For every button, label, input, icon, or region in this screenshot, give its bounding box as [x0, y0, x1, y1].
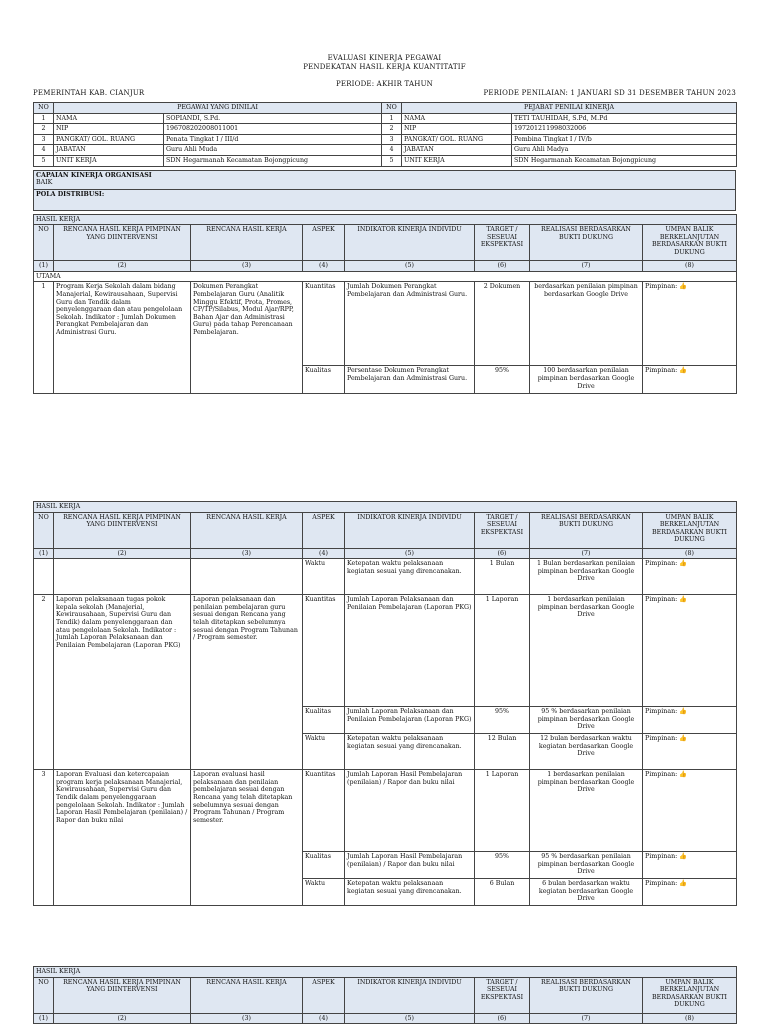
realisasi-cell: 100 berdasarkan penilaian pimpinan berdasarkan Google Drive	[530, 366, 643, 394]
col-number: (2)	[54, 261, 191, 272]
info-no: 5	[34, 155, 54, 166]
col-header-no: NO	[34, 225, 54, 261]
hasil-kerja-table-2	[33, 501, 737, 906]
col-number: (3)	[191, 1013, 303, 1024]
col-number: (4)	[303, 548, 345, 559]
indikator-cell: Ketepatan waktu pelaksanaan kegiatan sesuai yang direncanakan.	[345, 879, 475, 906]
info-label: NAMA	[54, 113, 164, 124]
row-no: 2	[34, 595, 54, 770]
section-hasil-kerja: HASIL KERJA	[34, 214, 737, 225]
rhk-pimpinan-cell: Laporan pelaksanaan tugas pokok kepala sekolah (Manajerial, Kewirausahaan, Supervisi Guru dan Tendik) dalam penyelenggaraan dan atau pengelolaan Sekolah. Indikator : Jumlah Laporan Pelaksanaan dan Penilaian Pembelajaran (Laporan PKG)	[54, 595, 191, 770]
info-label: PANGKAT/ GOL. RUANG	[402, 134, 512, 145]
umpan-balik-cell: Pimpinan: 👍	[643, 707, 737, 734]
col-header-umpan-balik: UMPAN BALIK BERKELANJUTAN BERDASARKAN BUKTI DUKUNG	[643, 225, 737, 261]
realisasi-cell: 95 % berdasarkan penilaian pimpinan berdasarkan Google Drive	[530, 707, 643, 734]
col-number: (1)	[34, 1013, 54, 1024]
info-row	[34, 145, 737, 156]
col-header-rhk-pimpinan: RENCANA HASIL KERJA PIMPINAN YANG DIINTERVENSI	[54, 977, 191, 1013]
aspek-cell: Kualitas	[303, 366, 345, 394]
info-col-no-right: NO	[382, 103, 402, 114]
target-cell: 95%	[475, 366, 530, 394]
indikator-cell: Jumlah Dokumen Perangkat Pembelajaran dan Administrasi Guru.	[345, 282, 475, 366]
col-number: (7)	[530, 1013, 643, 1024]
indikator-cell: Jumlah Laporan Pelaksanaan dan Penilaian Pembelajaran (Laporan PKG)	[345, 595, 475, 707]
col-number: (5)	[345, 1013, 475, 1024]
col-header-rhk-pimpinan: RENCANA HASIL KERJA PIMPINAN YANG DIINTERVENSI	[54, 225, 191, 261]
rhk-pimpinan-cell: Program Kerja Sekolah dalam bidang Manajerial, Kewirausahaan, Supervisi Guru dan Tendik dalam penyelenggaraan dan atau pengelolaan Sekolah. Indikator : Jumlah Dokumen Perangkat Pembelajaran dan Administrasi Guru.	[54, 282, 191, 394]
aspek-cell: Waktu	[303, 734, 345, 770]
info-label: UNIT KERJA	[54, 155, 164, 166]
aspek-cell: Kuantitas	[303, 282, 345, 366]
info-pegawai-nama: SOPIANDI, S.Pd.	[164, 113, 382, 124]
col-number: (4)	[303, 1013, 345, 1024]
info-label: UNIT KERJA	[402, 155, 512, 166]
pemerintah-label: PEMERINTAH KAB. CIANJUR	[33, 89, 145, 97]
section-hasil-kerja: HASIL KERJA	[34, 502, 737, 513]
realisasi-cell: 12 bulan berdasarkan waktu kegiatan berdasarkan Google Drive	[530, 734, 643, 770]
realisasi-cell: 1 berdasarkan penilaian pimpinan berdasarkan Google Drive	[530, 770, 643, 852]
umpan-balik-cell: Pimpinan: 👍	[643, 595, 737, 707]
header-info-row	[33, 89, 736, 97]
indikator-cell: Jumlah Laporan Pelaksanaan dan Penilaian Pembelajaran (Laporan PKG)	[345, 707, 475, 734]
col-header-aspek: ASPEK	[303, 512, 345, 548]
target-cell: 12 Bulan	[475, 734, 530, 770]
col-header-no: NO	[34, 977, 54, 1013]
col-number: (4)	[303, 261, 345, 272]
info-label: NIP	[402, 124, 512, 135]
info-pegawai-jabatan: Guru Ahli Muda	[164, 145, 382, 156]
col-header-indikator: INDIKATOR KINERJA INDIVIDU	[345, 225, 475, 261]
col-header-target: TARGET / SESEUAI EKSPEKTASI	[475, 225, 530, 261]
col-number: (5)	[345, 548, 475, 559]
info-pegawai-unit: SDN Hegarmanah Kecamatan Bojongpicung	[164, 155, 382, 166]
indikator-cell: Jumlah Laporan Hasil Pembelajaran (penilaian) / Rapor dan buku nilai	[345, 852, 475, 879]
target-cell: 1 Laporan	[475, 595, 530, 707]
col-header-realisasi: REALISASI BERDASARKAN BUKTI DUKUNG	[530, 512, 643, 548]
row-no: 1	[34, 282, 54, 394]
pola-distribusi-title: POLA DISTRIBUSI:	[36, 190, 105, 198]
section-hasil-kerja: HASIL KERJA	[34, 967, 737, 978]
col-number: (6)	[475, 1013, 530, 1024]
umpan-balik-cell: Pimpinan: 👍	[643, 366, 737, 394]
col-header-umpan-balik: UMPAN BALIK BERKELANJUTAN BERDASARKAN BUKTI DUKUNG	[643, 977, 737, 1013]
rhk-cell: Laporan evaluasi hasil pelaksanaan dan penilaian pembelajaran sesuai dengan Rencana yang telah ditetapkan sebelumnya sesuai dengan Program Tahunan / Program semester.	[191, 770, 303, 906]
col-header-rhk: RENCANA HASIL KERJA	[191, 225, 303, 261]
col-header-rhk: RENCANA HASIL KERJA	[191, 977, 303, 1013]
info-no: 4	[34, 145, 54, 156]
col-header-realisasi: REALISASI BERDASARKAN BUKTI DUKUNG	[530, 977, 643, 1013]
info-pejabat-jabatan: Guru Ahli Madya	[512, 145, 737, 156]
umpan-balik-cell: Pimpinan: 👍	[643, 282, 737, 366]
target-cell: 6 Bulan	[475, 879, 530, 906]
indikator-cell: Jumlah Laporan Hasil Pembelajaran (penilaian) / Rapor dan buku nilai	[345, 770, 475, 852]
col-header-target: TARGET / SESEUAI EKSPEKTASI	[475, 977, 530, 1013]
info-pejabat-nama: TETI TAUHIDAH, S.Pd, M.Pd	[512, 113, 737, 124]
indikator-cell: Ketepatan waktu pelaksanaan kegiatan sesuai yang direncanakan.	[345, 734, 475, 770]
hasil-kerja-table-1	[33, 214, 737, 395]
capaian-title: CAPAIAN KINERJA ORGANISASI	[36, 171, 152, 179]
col-number: (6)	[475, 261, 530, 272]
table-row	[34, 559, 737, 595]
info-row	[34, 155, 737, 166]
info-no: 1	[34, 113, 54, 124]
realisasi-cell: 1 Bulan berdasarkan penilaian pimpinan berdasarkan Google Drive	[530, 559, 643, 595]
col-header-indikator: INDIKATOR KINERJA INDIVIDU	[345, 512, 475, 548]
capaian-value: BAIK	[36, 179, 53, 187]
col-number: (7)	[530, 548, 643, 559]
periode-penilaian-label: PERIODE PENILAIAN: 1 JANUARI SD 31 DESEMBER TAHUN 2023	[483, 89, 736, 97]
aspek-cell: Kuantitas	[303, 595, 345, 707]
umpan-balik-cell: Pimpinan: 👍	[643, 852, 737, 879]
info-col-no: NO	[34, 103, 54, 114]
info-pegawai-nip: 196708202008011001	[164, 124, 382, 135]
col-header-indikator: INDIKATOR KINERJA INDIVIDU	[345, 977, 475, 1013]
col-number: (6)	[475, 548, 530, 559]
periode-label: PERIODE: AKHIR TAHUN	[335, 80, 434, 88]
realisasi-cell: 95 % berdasarkan penilaian pimpinan berdasarkan Google Drive	[530, 852, 643, 879]
info-label: JABATAN	[54, 145, 164, 156]
col-number: (8)	[643, 548, 737, 559]
pegawai-dinilai-heading: PEGAWAI YANG DINILAI	[54, 103, 382, 114]
target-cell: 95%	[475, 707, 530, 734]
col-header-target: TARGET / SESEUAI EKSPEKTASI	[475, 512, 530, 548]
document-subtitle: PENDEKATAN HASIL KERJA KUANTITATIF	[303, 63, 466, 71]
document-header	[33, 54, 736, 89]
info-label: JABATAN	[402, 145, 512, 156]
indikator-cell: Persentase Dokumen Perangkat Pembelajaran dan Administrasi Guru.	[345, 366, 475, 394]
target-cell: 1 Laporan	[475, 770, 530, 852]
rhk-cell: Laporan pelaksanaan dan penilaian pembelajaran guru sesuai dengan Rencana yang telah ditetapkan sebelumnya sesuai dengan Program Tahunan / Program semester.	[191, 595, 303, 770]
col-header-umpan-balik: UMPAN BALIK BERKELANJUTAN BERDASARKAN BUKTI DUKUNG	[643, 512, 737, 548]
col-number: (5)	[345, 261, 475, 272]
info-no: 2	[34, 124, 54, 135]
indikator-cell: Ketepatan waktu pelaksanaan kegiatan sesuai yang direncanakan.	[345, 559, 475, 595]
info-no: 4	[382, 145, 402, 156]
rhk-pimpinan-cell: Laporan Evaluasi dan ketercapaian program kerja pelaksanaan Manajerial, Kewirausahaan, Supervisi Guru dan Tendik dalam penyelenggaraan pengelolaan Sekolah. Indikator : Jumlah Laporan Hasil Pembelajaran (penilaian) / Rapor dan buku nilai	[54, 770, 191, 906]
info-row	[34, 113, 737, 124]
info-label: NAMA	[402, 113, 512, 124]
col-header-rhk: RENCANA HASIL KERJA	[191, 512, 303, 548]
info-no: 5	[382, 155, 402, 166]
col-number: (3)	[191, 261, 303, 272]
umpan-balik-cell: Pimpinan: 👍	[643, 770, 737, 852]
info-pejabat-nip: 197201211998032006	[512, 124, 737, 135]
target-cell: 2 Dokumen	[475, 282, 530, 366]
table-row	[34, 595, 737, 707]
row-no: 3	[34, 770, 54, 906]
col-header-aspek: ASPEK	[303, 225, 345, 261]
info-pejabat-pangkat: Pembina Tingkat I / IV/b	[512, 134, 737, 145]
info-no: 3	[382, 134, 402, 145]
table-row	[34, 282, 737, 366]
table-row	[34, 770, 737, 852]
col-header-no: NO	[34, 512, 54, 548]
aspek-cell: Kuantitas	[303, 770, 345, 852]
aspek-cell: Waktu	[303, 559, 345, 595]
col-number: (2)	[54, 548, 191, 559]
info-pegawai-pangkat: Penata Tingkat I / III/d	[164, 134, 382, 145]
realisasi-cell: 1 berdasarkan penilaian pimpinan berdasarkan Google Drive	[530, 595, 643, 707]
hasil-kerja-table-3	[33, 966, 737, 1024]
col-number: (2)	[54, 1013, 191, 1024]
realisasi-cell: 6 bulan berdasarkan waktu kegiatan berdasarkan Google Drive	[530, 879, 643, 906]
info-pejabat-unit: SDN Hegarmanah Kecamatan Bojongpicung	[512, 155, 737, 166]
document-title: EVALUASI KINERJA PEGAWAI	[327, 54, 442, 62]
aspek-cell: Waktu	[303, 879, 345, 906]
rhk-cell: Dokumen Perangkat Pembelajaran Guru (Analitik Minggu Efektif, Prota, Promes, CP/TP/Silabus, Modul Ajar/RPP, Bahan Ajar dan Administrasi Guru) pada tahap Perencanaan Pembelajaran.	[191, 282, 303, 394]
info-no: 1	[382, 113, 402, 124]
umpan-balik-cell: Pimpinan: 👍	[643, 734, 737, 770]
capaian-table	[33, 170, 736, 211]
col-number: (8)	[643, 261, 737, 272]
employee-info-table	[33, 102, 737, 167]
info-row	[34, 134, 737, 145]
col-number: (8)	[643, 1013, 737, 1024]
target-cell: 1 Bulan	[475, 559, 530, 595]
umpan-balik-cell: Pimpinan: 👍	[643, 879, 737, 906]
col-number: (3)	[191, 548, 303, 559]
aspek-cell: Kualitas	[303, 707, 345, 734]
pejabat-penilai-heading: PEJABAT PENILAI KINERJA	[402, 103, 737, 114]
info-label: PANGKAT/ GOL. RUANG	[54, 134, 164, 145]
col-header-rhk-pimpinan: RENCANA HASIL KERJA PIMPINAN YANG DIINTERVENSI	[54, 512, 191, 548]
col-number: (7)	[530, 261, 643, 272]
col-header-aspek: ASPEK	[303, 977, 345, 1013]
aspek-cell: Kualitas	[303, 852, 345, 879]
col-number: (1)	[34, 261, 54, 272]
col-number: (1)	[34, 548, 54, 559]
info-no: 2	[382, 124, 402, 135]
info-label: NIP	[54, 124, 164, 135]
info-row	[34, 124, 737, 135]
realisasi-cell: berdasarkan penilaian pimpinan berdasarkan Google Drive	[530, 282, 643, 366]
info-no: 3	[34, 134, 54, 145]
col-header-realisasi: REALISASI BERDASARKAN BUKTI DUKUNG	[530, 225, 643, 261]
section-utama: UTAMA	[34, 271, 737, 282]
umpan-balik-cell: Pimpinan: 👍	[643, 559, 737, 595]
target-cell: 95%	[475, 852, 530, 879]
